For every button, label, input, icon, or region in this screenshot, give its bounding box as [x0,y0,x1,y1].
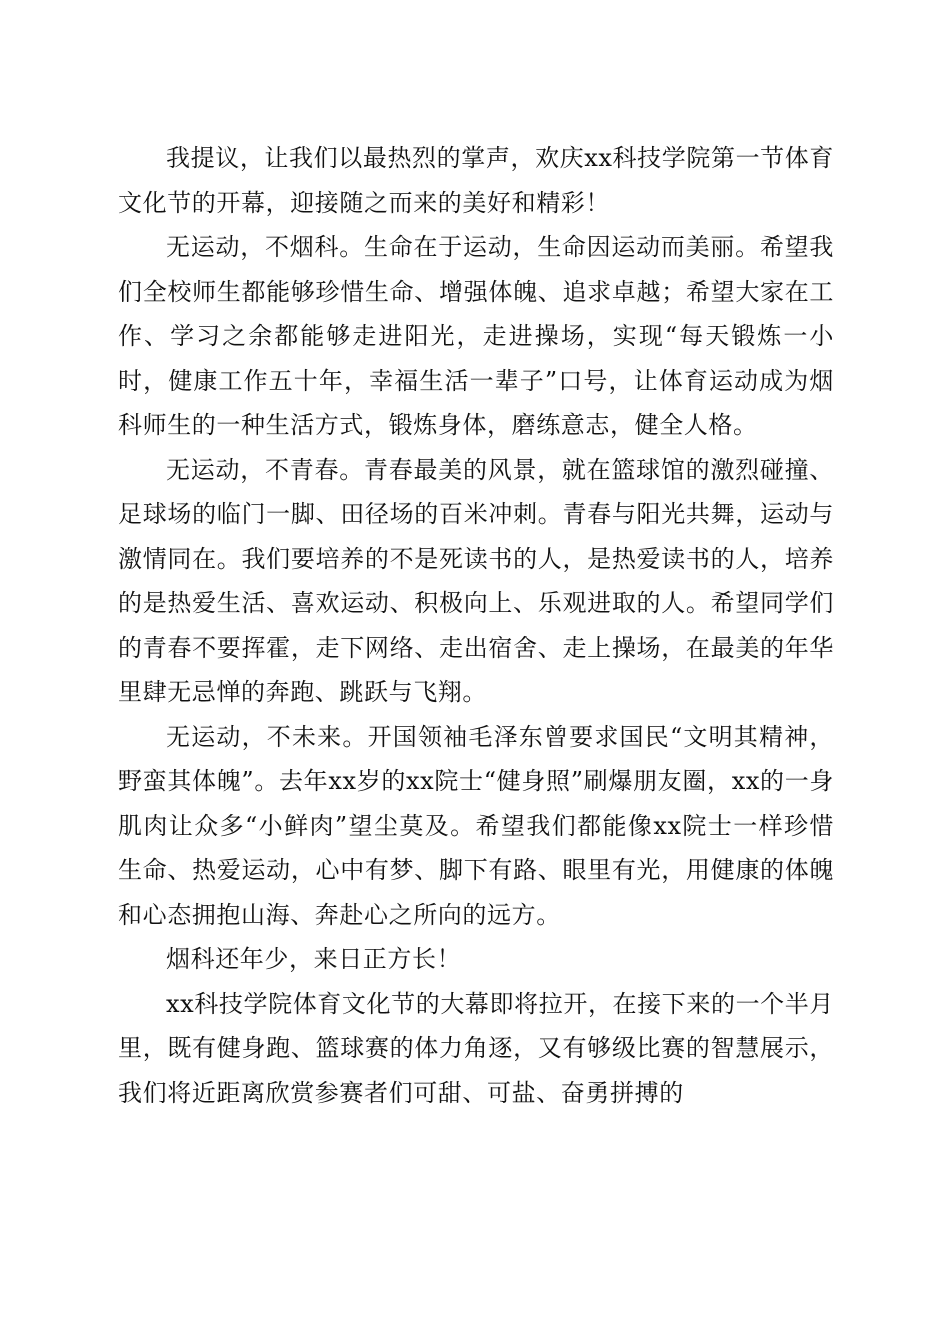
paragraph-sport-youth: 无运动，不青春。青春最美的风景，就在篮球馆的激烈碰撞、足球场的临门一脚、田径场的百米冲刺。青春与阳光共舞，运动与激情同在。我们要培养的不是死读书的人，是热爱读书的人，培养的是热爱生活、喜欢运动、积极向上、乐观进取的人。希望同学们的青春不要挥霍，走下网络、走出宿舍、走上操场，在最美的年华里肆无忌惮的奔跑、跳跃与飞翔。 [118,455,834,706]
paragraph-sport-future: 无运动，不未来。开国领袖毛泽东曾要求国民“文明其精神，野蛮其体魄”。去年xx岁的xx院士“健身照”刷爆朋友圈，xx的一身肌肉让众多“小鲜肉”望尘莫及。希望我们都能像xx院士一样珍惜生命、热爱运动，心中有梦、脚下有路、眼里有光，用健康的体魄和心态拥抱山海、奔赴心之所向的远方。 [118,722,834,929]
paragraph-festival-intro: xx科技学院体育文化节的大幕即将拉开，在接下来的一个半月里，既有健身跑、篮球赛的体力角逐，又有够级比赛的智慧展示，我们将近距离欣赏参赛者们可甜、可盐、奋勇拼搏的 [118,989,834,1107]
paragraph-sport-yanke: 无运动，不烟科。生命在于运动，生命因运动而美丽。希望我们全校师生都能够珍惜生命、增强体魄、追求卓越；希望大家在工作、学习之余都能够走进阳光，走进操场，实现“每天锻炼一小时，健康工作五十年，幸福生活一辈子”口号，让体育运动成为烟科师生的一种生活方式，锻炼身体，磨练意志，健全人格。 [118,233,834,439]
paragraph-slogan: 烟科还年少，来日正方长！ [166,945,462,973]
paragraph-applause: 我提议，让我们以最热烈的掌声，欢庆xx科技学院第一节体育文化节的开幕，迎接随之而来的美好和精彩！ [118,144,834,217]
document-body [118,136,834,1115]
